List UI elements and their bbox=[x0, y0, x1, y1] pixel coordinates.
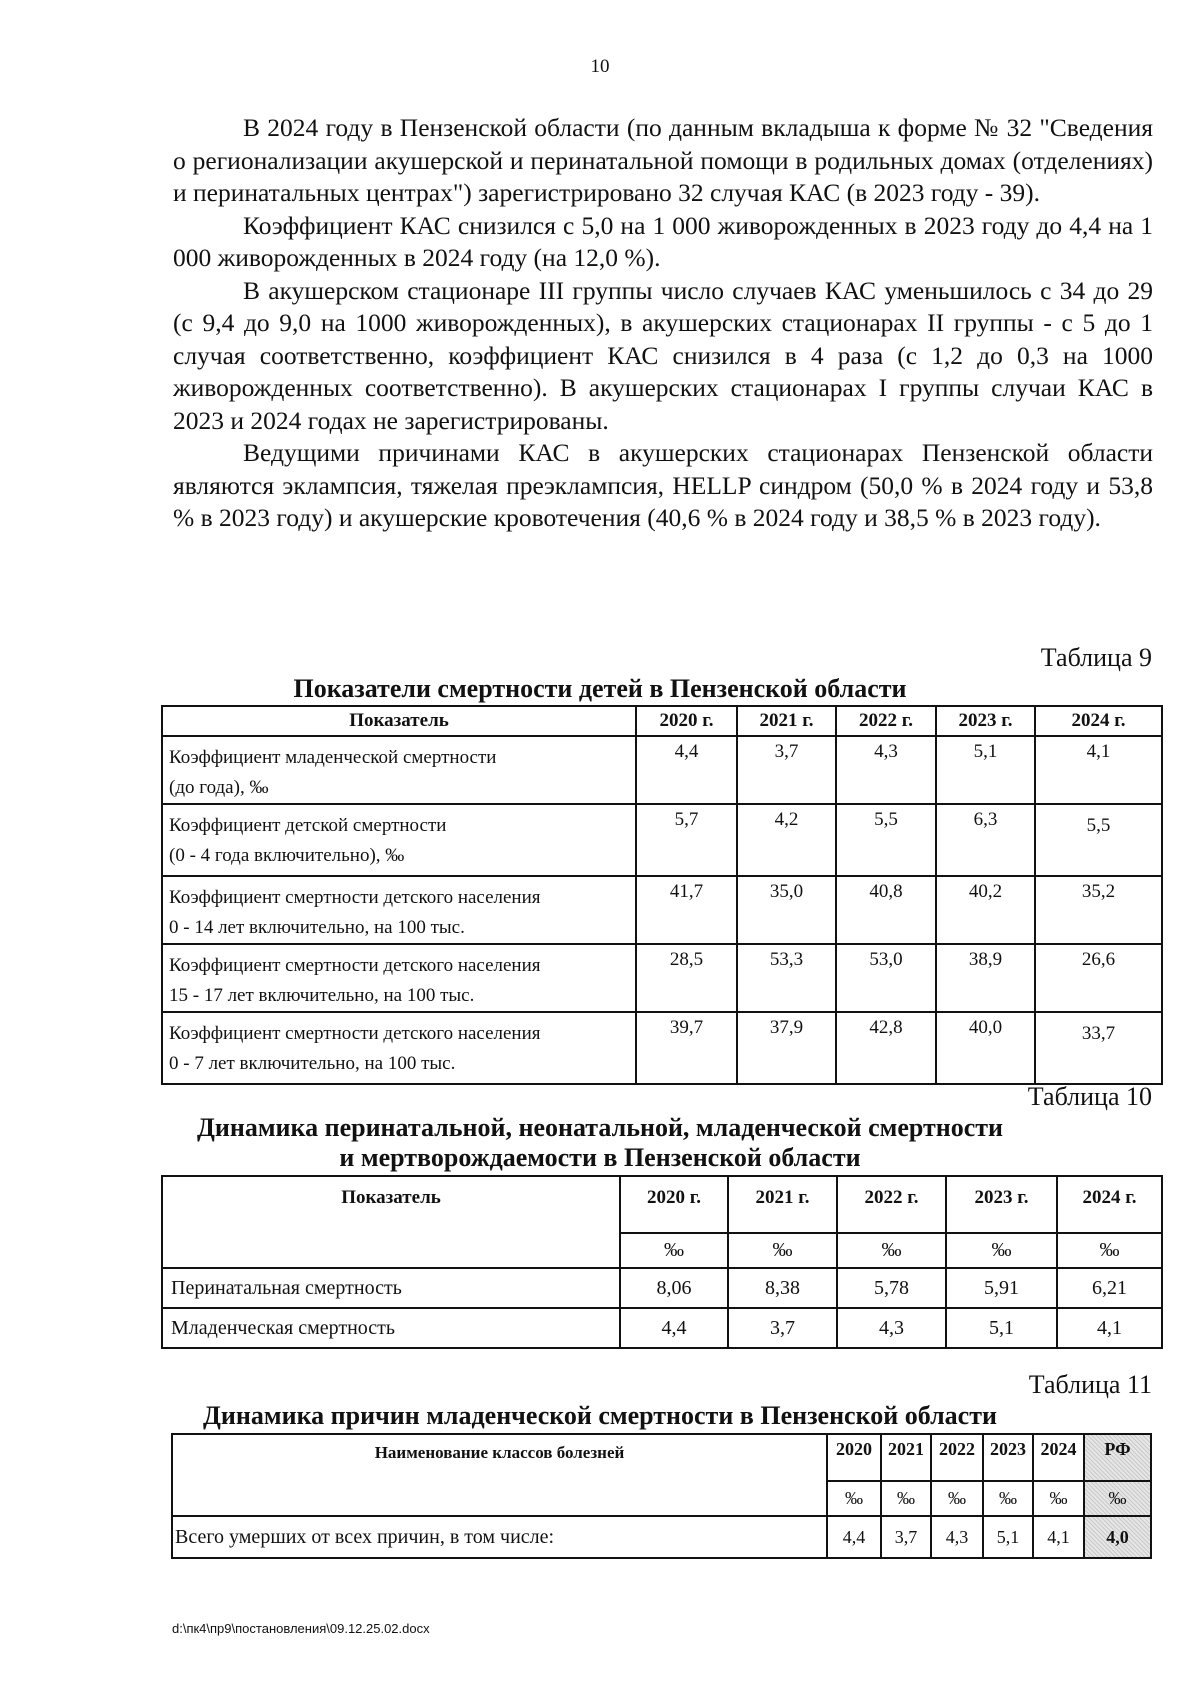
cell-value: 42,8 bbox=[836, 1012, 936, 1084]
table9 bbox=[161, 705, 1163, 1085]
table-row bbox=[162, 1268, 1162, 1308]
cell-value: 40,2 bbox=[936, 876, 1035, 944]
header-cell: 2024 bbox=[1033, 1434, 1084, 1481]
cell-value: 3,7 bbox=[728, 1308, 837, 1348]
table-row bbox=[162, 876, 1162, 944]
footer-file-path: d:\пк4\пр9\постановления\09.12.25.02.docx bbox=[172, 1621, 430, 1636]
header-cell: 2020 г. bbox=[636, 706, 737, 736]
cell-value: 5,1 bbox=[936, 736, 1035, 804]
cell-value: 5,91 bbox=[946, 1268, 1057, 1308]
cell-value: 8,38 bbox=[728, 1268, 837, 1308]
cell-value: 53,0 bbox=[836, 944, 936, 1012]
header-cell: 2024 г. bbox=[1035, 706, 1162, 736]
cell-value: 4,2 bbox=[737, 804, 836, 876]
cell-value: 3,7 bbox=[737, 736, 836, 804]
table11-title: Динамика причин младенческой смертности в Пензенской области bbox=[203, 1401, 997, 1430]
cell-value: 5,78 bbox=[837, 1268, 946, 1308]
table10-title: Динамика перинатальной, неонатальной, младенческой смертности и мертворождаемости в Пензенской области bbox=[196, 1113, 1004, 1172]
body-text bbox=[173, 112, 1153, 535]
unit-cell: ‰ bbox=[881, 1481, 931, 1516]
header-cell: 2022 г. bbox=[836, 706, 936, 736]
cell-value: 53,3 bbox=[737, 944, 836, 1012]
cell-value: 35,2 bbox=[1035, 876, 1162, 944]
header-cell: 2022 г. bbox=[837, 1176, 946, 1233]
table-row bbox=[162, 944, 1162, 1012]
header-cell: Показатель bbox=[162, 1176, 620, 1268]
cell-value: 6,3 bbox=[936, 804, 1035, 876]
cell-value: 26,6 bbox=[1035, 944, 1162, 1012]
cell-value: 39,7 bbox=[636, 1012, 737, 1084]
cell-value: 5,5 bbox=[1035, 804, 1162, 876]
cell-value: 40,0 bbox=[936, 1012, 1035, 1084]
header-cell: 2020 bbox=[827, 1434, 881, 1481]
row-label: Коэффициент смертности детского населения 15 - 17 лет включительно, на 100 тыс. bbox=[162, 944, 636, 1012]
page-number: 10 bbox=[590, 56, 610, 77]
cell-value: 4,1 bbox=[1033, 1516, 1084, 1558]
cell-value: 4,4 bbox=[620, 1308, 728, 1348]
row-label: Всего умерших от всех причин, в том числе: bbox=[172, 1516, 827, 1558]
cell-value: 4,3 bbox=[931, 1516, 983, 1558]
table9-caption: Таблица 9 bbox=[1040, 643, 1152, 672]
paragraph: В 2024 году в Пензенской области (по данным вкладыша к форме № 32 "Сведения о регионализации акушерской и перинатальной помощи в родильных домах (отделениях) и перинатальных центрах") зарегистрировано 32 случая КАС (в 2023 году - 39). bbox=[173, 113, 1153, 207]
table-header-row bbox=[162, 706, 1162, 736]
header-cell: 2024 г. bbox=[1057, 1176, 1162, 1233]
cell-value: 5,1 bbox=[946, 1308, 1057, 1348]
cell-value: 4,4 bbox=[827, 1516, 881, 1558]
unit-cell: ‰ bbox=[1084, 1481, 1151, 1516]
unit-cell: ‰ bbox=[1057, 1233, 1162, 1268]
header-cell: РФ bbox=[1084, 1434, 1151, 1481]
row-label: Коэффициент младенческой смертности (до года), ‰ bbox=[162, 736, 636, 804]
table-header-row bbox=[162, 1176, 1162, 1233]
cell-value: 4,1 bbox=[1057, 1308, 1162, 1348]
row-label: Коэффициент смертности детского населения 0 - 14 лет включительно, на 100 тыс. bbox=[162, 876, 636, 944]
table10-caption: Таблица 10 bbox=[1027, 1082, 1152, 1111]
table11-caption: Таблица 11 bbox=[1028, 1370, 1152, 1399]
cell-value: 40,8 bbox=[836, 876, 936, 944]
header-cell: 2021 г. bbox=[728, 1176, 837, 1233]
header-cell: 2021 bbox=[881, 1434, 931, 1481]
table11 bbox=[171, 1433, 1152, 1559]
unit-cell: ‰ bbox=[620, 1233, 728, 1268]
table-header-row bbox=[172, 1434, 1151, 1481]
cell-value: 6,21 bbox=[1057, 1268, 1162, 1308]
unit-cell: ‰ bbox=[931, 1481, 983, 1516]
paragraph: Коэффициент КАС снизился с 5,0 на 1 000 живорожденных в 2023 году до 4,4 на 1 000 живорожденных в 2024 году (на 12,0 %). bbox=[173, 210, 1153, 272]
table-row bbox=[162, 736, 1162, 804]
paragraph: Ведущими причинами КАС в акушерских стационарах Пензенской области являются эклампсия, тяжелая преэклампсия, HELLP синдром (50,0 % в 2024 году и 53,8 % в 2023 году) и акушерские кровотечения (40,6 % в 2024 году и 38,5 % в 2023 году). bbox=[173, 438, 1153, 532]
table-row bbox=[172, 1516, 1151, 1558]
row-label: Коэффициент детской смертности (0 - 4 года включительно), ‰ bbox=[162, 804, 636, 876]
cell-value: 41,7 bbox=[636, 876, 737, 944]
row-label: Коэффициент смертности детского населения 0 - 7 лет включительно, на 100 тыс. bbox=[162, 1012, 636, 1084]
cell-value: 33,7 bbox=[1035, 1012, 1162, 1084]
cell-value: 4,4 bbox=[636, 736, 737, 804]
table9-title: Показатели смертности детей в Пензенской области bbox=[293, 674, 907, 703]
cell-value: 35,0 bbox=[737, 876, 836, 944]
header-cell: 2023 г. bbox=[936, 706, 1035, 736]
unit-cell: ‰ bbox=[946, 1233, 1057, 1268]
cell-value: 37,9 bbox=[737, 1012, 836, 1084]
cell-value: 4,3 bbox=[836, 736, 936, 804]
cell-value: 38,9 bbox=[936, 944, 1035, 1012]
cell-value: 28,5 bbox=[636, 944, 737, 1012]
cell-value: 5,1 bbox=[983, 1516, 1033, 1558]
header-cell: 2020 г. bbox=[620, 1176, 728, 1233]
unit-cell: ‰ bbox=[837, 1233, 946, 1268]
cell-value: 8,06 bbox=[620, 1268, 728, 1308]
row-label: Перинатальная смертность bbox=[162, 1268, 620, 1308]
table-row bbox=[162, 1012, 1162, 1084]
table10 bbox=[161, 1175, 1163, 1349]
header-cell: 2023 bbox=[983, 1434, 1033, 1481]
header-cell: 2021 г. bbox=[737, 706, 836, 736]
header-cell: Показатель bbox=[162, 706, 636, 736]
unit-cell: ‰ bbox=[983, 1481, 1033, 1516]
unit-cell: ‰ bbox=[1033, 1481, 1084, 1516]
table-row bbox=[162, 1308, 1162, 1348]
row-label: Младенческая смертность bbox=[162, 1308, 620, 1348]
header-cell: 2022 bbox=[931, 1434, 983, 1481]
unit-cell: ‰ bbox=[827, 1481, 881, 1516]
cell-value: 4,3 bbox=[837, 1308, 946, 1348]
header-cell: Наименование классов болезней bbox=[172, 1434, 827, 1516]
table-row bbox=[162, 804, 1162, 876]
cell-value: 5,5 bbox=[836, 804, 936, 876]
header-cell: 2023 г. bbox=[946, 1176, 1057, 1233]
cell-value: 3,7 bbox=[881, 1516, 931, 1558]
cell-value: 5,7 bbox=[636, 804, 737, 876]
paragraph: В акушерском стационаре III группы число случаев КАС уменьшилось с 34 до 29 (с 9,4 до 9,0 на 1000 живорожденных), в акушерских стационарах II группы - с 5 до 1 случая соответственно, коэффициент КАС снизился в 4 раза (с 1,2 до 0,3 на 1000 живорожденных соответственно). В акушерских стационарах I группы случаи КАС в 2023 и 2024 годах не зарегистрированы. bbox=[173, 275, 1153, 435]
cell-value: 4,1 bbox=[1035, 736, 1162, 804]
cell-value: 4,0 bbox=[1084, 1516, 1151, 1558]
unit-cell: ‰ bbox=[728, 1233, 837, 1268]
